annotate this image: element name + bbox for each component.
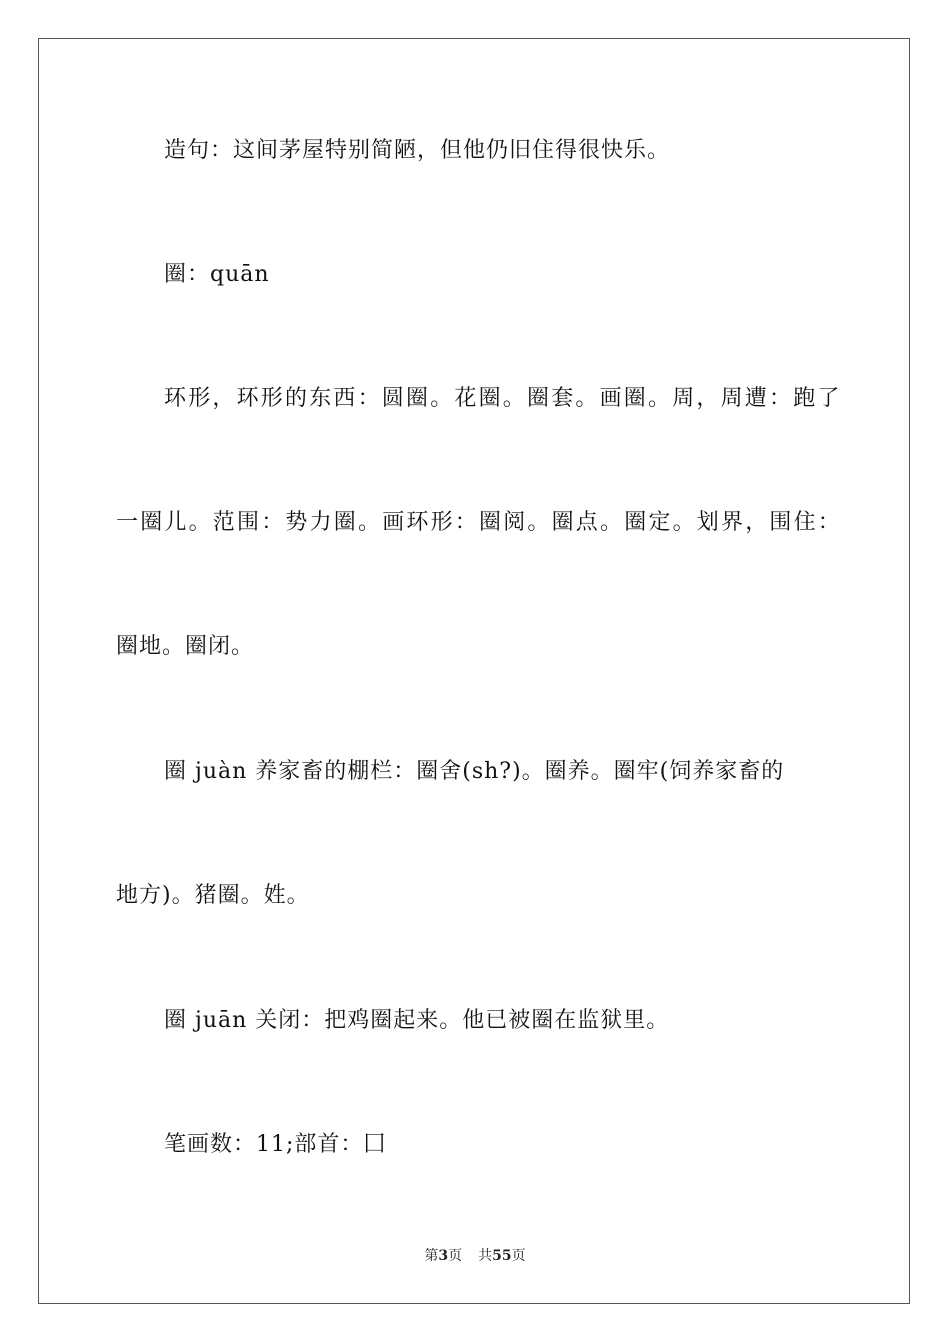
text-line-sentence: 造句：这间茅屋特别简陋，但他仍旧住得很快乐。 xyxy=(164,138,671,163)
text-line-juan1: 圈 juān 关闭：把鸡圈起来。他已被圈在监狱里。 xyxy=(164,1008,670,1033)
text-line-stroke-count: 笔画数：11;部首：囗 xyxy=(164,1132,387,1157)
text-line-definition-1: 环形，环形的东西：圆圈。花圈。圈套。画圈。周，周遭：跑了 xyxy=(164,386,842,411)
footer-page-suffix: 页 xyxy=(448,1248,463,1264)
text-line-definition-2: 一圈儿。范围：势力圈。画环形：圈阅。圈点。圈定。划界，围住： xyxy=(116,510,843,535)
footer-page-prefix: 第 xyxy=(424,1248,439,1264)
text-line-juan4-1: 圈 juàn 养家畜的棚栏：圈舍(sh?)。圈养。圈牢(饲养家畜的 xyxy=(164,759,785,784)
footer-total-suffix: 页 xyxy=(511,1248,526,1264)
footer-total-prefix: 共 xyxy=(478,1248,493,1264)
footer-page-number: 3 xyxy=(438,1248,449,1264)
text-line-pinyin-quan: 圈：quān xyxy=(164,262,270,287)
page-footer xyxy=(0,1246,950,1266)
page-frame xyxy=(38,38,910,1304)
footer-total-pages: 55 xyxy=(492,1248,512,1264)
text-line-definition-3: 圈地。圈闭。 xyxy=(116,634,255,659)
text-line-juan4-2: 地方)。猪圈。姓。 xyxy=(116,883,310,908)
